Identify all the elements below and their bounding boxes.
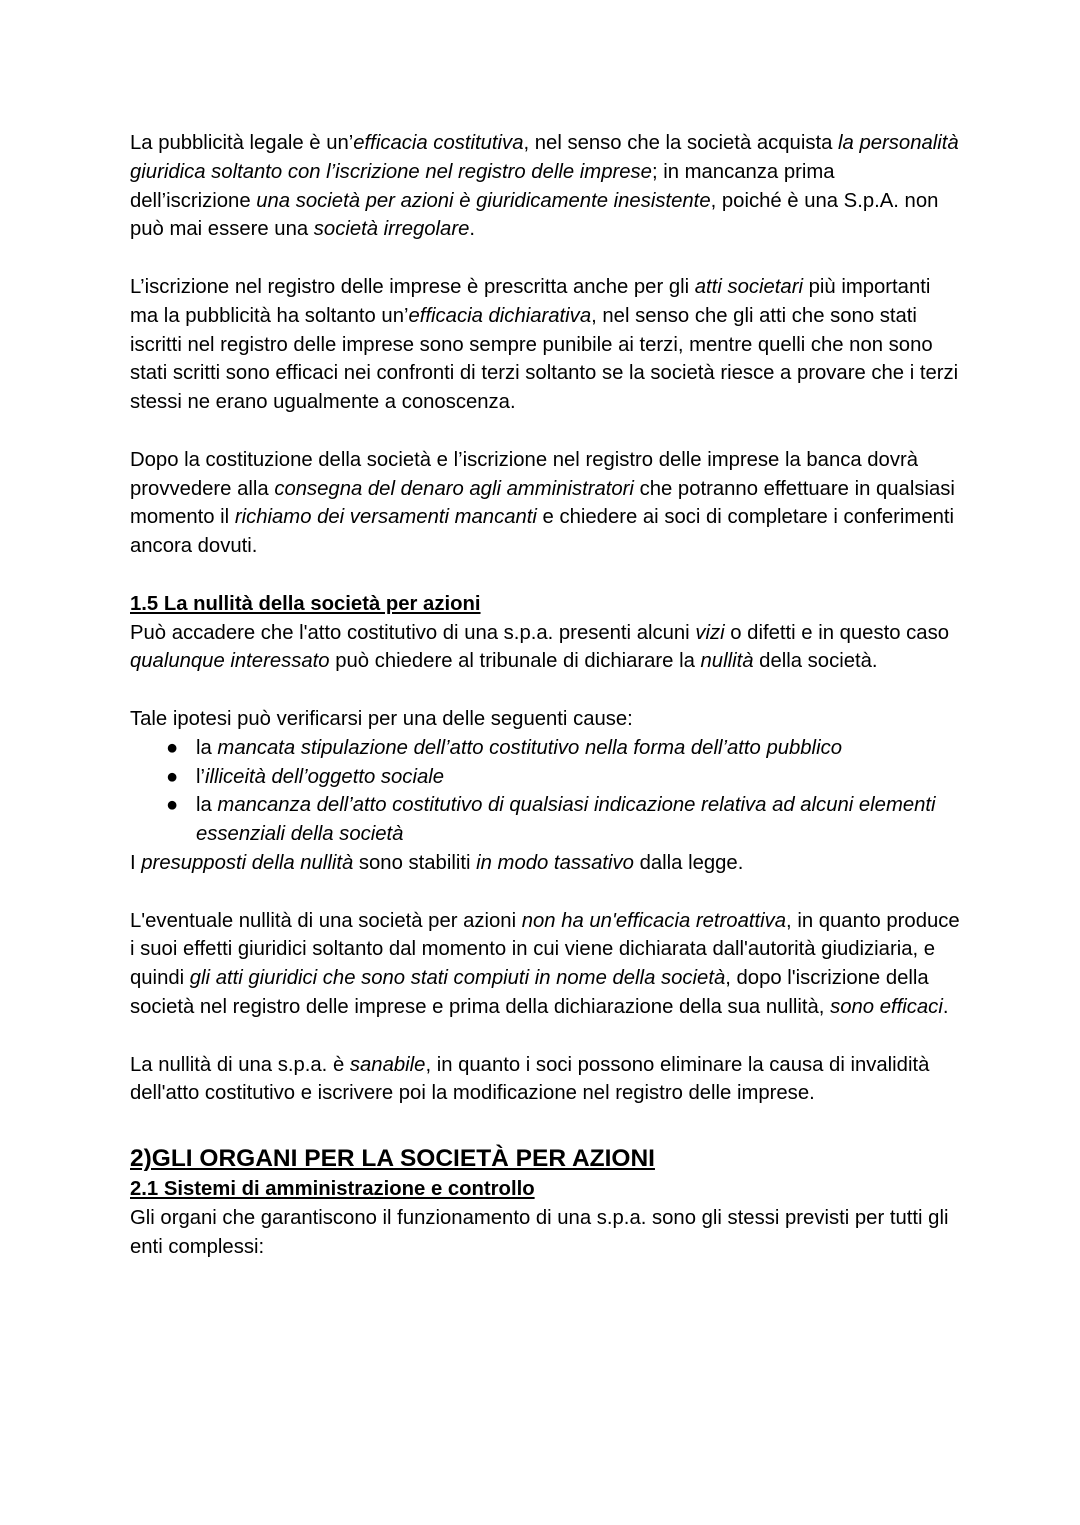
paragraph-consegna-denaro [130,446,960,561]
paragraph-cause-intro: Tale ipotesi può verificarsi per una delle seguenti cause: [130,707,633,730]
italic-run: consegna del denaro agli amministratori [274,477,634,500]
italic-run: efficacia dichiarativa [408,304,592,327]
text-run: , nel senso che la società acquista [523,132,839,154]
paragraph-efficacia-retroattiva [130,907,960,1022]
text-run: , in quanto i soci possono eliminare la causa di invalidità dell'atto costitutivo e iscrivere poi la modificazione nel registro delle imprese. [130,1053,930,1105]
list-item [130,734,960,763]
text-run: e chiedere ai soci di completare i conferimenti ancora dovuti. [130,506,955,558]
text-run: L’iscrizione nel registro delle imprese è prescritta anche per gli [130,275,695,298]
text-run: La pubblicità legale è un’ [130,132,354,154]
italic-run: atti societari [694,275,803,298]
text-run: . [469,218,475,241]
text-run: può chiedere al tribunale di dichiarare la [329,650,701,673]
text-run: ; in mancanza prima dell’iscrizione [130,160,835,212]
text-run: . [942,995,949,1018]
italic-run: in modo tassativo [476,851,634,874]
paragraph-presupposti [130,849,960,878]
italic-run: richiamo dei versamenti mancanti [234,506,537,529]
bullet-dot-icon: ● [166,794,179,817]
italic-run: la personalità giuridica soltanto con l’iscrizione nel registro delle imprese [130,132,959,183]
text-run: Può accadere che l'atto costitutivo di una s.p.a. presenti alcuni [130,621,696,644]
document-page [130,129,960,1261]
text-run: dalla legge. [633,851,744,874]
text-run: La nullità di una s.p.a. è [130,1053,350,1076]
text-run: , in quanto produce i suoi effetti giuridici soltanto dal momento in cui viene dichiarata dall'autorità giudiziaria, e quindi [130,909,960,990]
text-run: la [196,794,218,817]
heading-nullita: 1.5 La nullità della società per azioni [130,592,481,615]
paragraph-pubblicita-legale [130,129,960,244]
text-run: della società. [753,650,878,673]
italic-run: presupposti della nullità [141,851,354,874]
text-run: I [130,851,142,874]
text-run: , poiché è una S.p.A. non può mai essere una [130,189,939,241]
text-run: , dopo l'iscrizione della società nel registro delle imprese e prima della dichiarazione della sua nullità, [130,967,929,1018]
paragraph-organi-intro: Gli organi che garantiscono il funzionamento di una s.p.a. sono gli stessi previsti per tutti gli enti complessi: [130,1206,949,1258]
italic-run: sanabile [349,1053,426,1076]
italic-run: vizi [695,621,725,644]
italic-run: nullità [700,650,754,673]
text-run: l’ [196,765,206,788]
bullet-dot-icon: ● [166,736,179,759]
italic-run: società irregolare [313,218,470,241]
italic-run: non ha un'efficacia retroattiva [521,909,787,932]
list-item [130,763,960,792]
list-item [130,791,960,849]
italic-run: una società per azioni è giuridicamente inesistente [256,189,711,212]
bullet-dot-icon: ● [166,765,179,788]
italic-run: mancata stipulazione dell’atto costitutivo nella forma dell’atto pubblico [217,736,842,759]
text-run: più importanti ma la pubblicità ha soltanto un’ [130,275,931,327]
italic-run: qualunque interessato [130,650,330,673]
heading-sistemi: 2.1 Sistemi di amministrazione e controllo [130,1178,535,1201]
paragraph-iscrizione-atti [130,273,960,417]
text-run: o difetti e in questo caso [724,621,949,644]
text-run: sono stabiliti [353,851,477,874]
paragraph-vizi-atto [130,619,960,677]
text-run: L'eventuale nullità di una società per azioni [130,909,522,932]
text-run: Dopo la costituzione della società e l’iscrizione nel registro delle imprese la banca dovrà provvedere alla [130,448,919,500]
heading-organi: 2)GLI ORGANI PER LA SOCIETÀ PER AZIONI [130,1145,655,1173]
italic-run: gli atti giuridici che sono stati compiuti in nome della società [189,967,726,990]
text-run: , nel senso che gli atti che sono stati iscritti nel registro delle imprese sono sempre punibile ai terzi, mentre quelli che non sono stati scritti sono efficaci nei confronti di terzi soltanto se la società riesce a provare che i terzi stessi ne erano ugualmente a conoscenza. [130,304,959,414]
italic-run: mancanza dell’atto costitutivo di qualsiasi indicazione relativa ad alcuni elementi essenziali della società [196,794,936,846]
italic-run: sono efficaci [830,995,943,1018]
text-run: la [196,736,218,759]
paragraph-sanabile [130,1051,960,1109]
text-run: che potranno effettuare in qualsiasi momento il [130,477,955,529]
italic-run: illiceità dell’oggetto sociale [205,765,445,788]
causes-list [130,734,960,849]
italic-run: efficacia costitutiva [353,132,524,154]
